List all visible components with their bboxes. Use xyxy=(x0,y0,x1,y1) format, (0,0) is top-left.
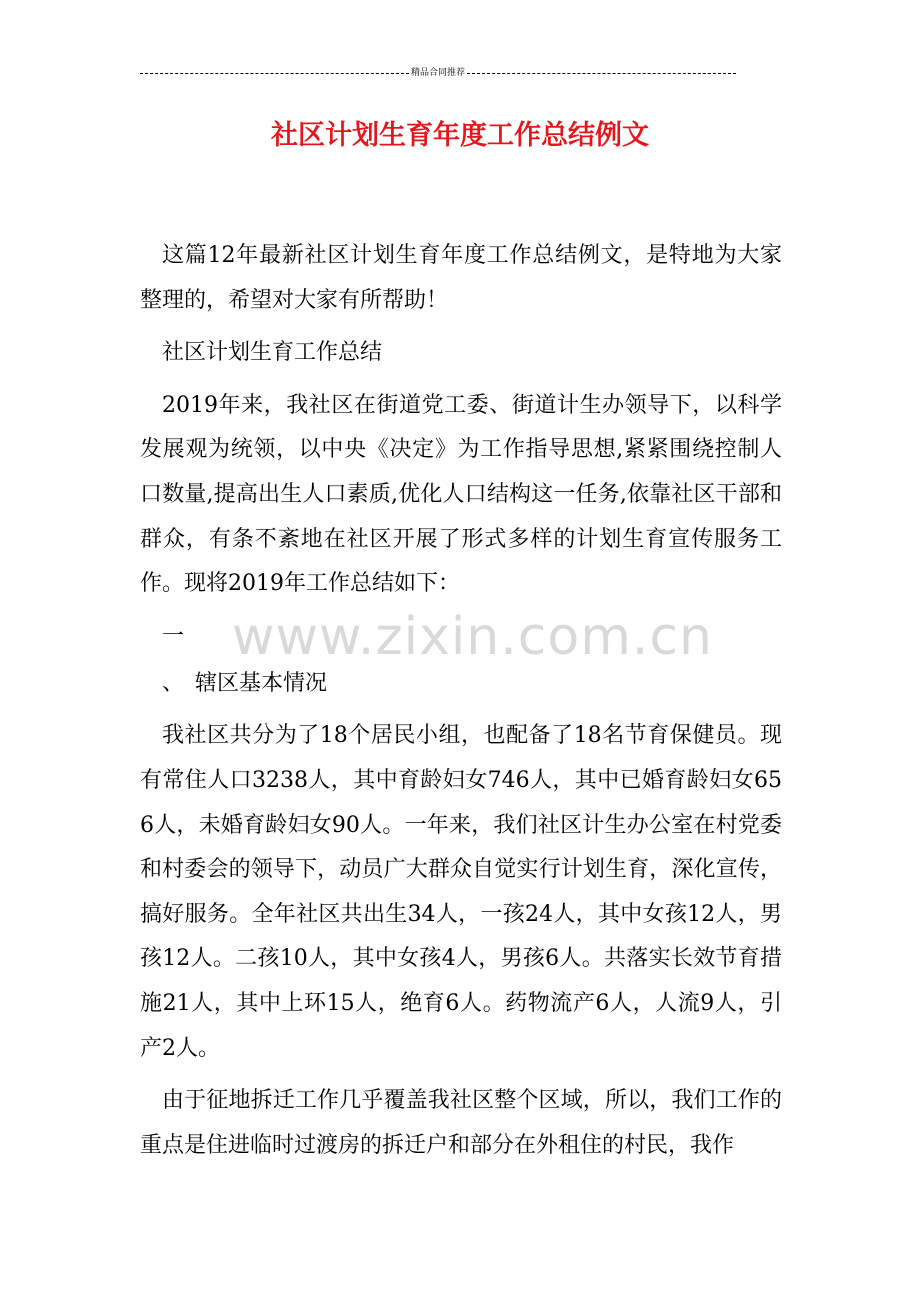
header-label: 精品合同推荐 xyxy=(411,68,466,78)
intro-paragraph: 这篇12年最新社区计划生育年度工作总结例文，是特地为大家整理的，希望对大家有所帮助！ xyxy=(140,243,782,313)
overview-paragraph: 2019年来，我社区在街道党工委、街道计生办领导下，以科学发展观为统领，以中央《决定》为工作指导思想,紧紧围绕控制人口数量,提高出生人口素质,优化人口结构这一任务,依靠社区干部和群众，有条不紊地在社区开展了形式多样的计划生育宣传服务工作。现将2019年工作总结如下： xyxy=(140,392,782,597)
page-header xyxy=(140,66,736,80)
work-focus-paragraph: 由于征地拆迁工作几乎覆盖我社区整个区域，所以，我们工作的重点是住进临时过渡房的拆迁户和部分在外租住的村民，我作 xyxy=(140,1088,782,1158)
document-title: 社区计划生育年度工作总结例文 xyxy=(271,120,649,151)
section-number: 一 xyxy=(162,623,185,649)
statistics-paragraph: 我社区共分为了18个居民小组，也配备了18名节育保健员。现有常住人口3238人，其中育龄妇女746人，其中已婚育龄妇女656人，未婚育龄妇女90人。一年来，我们社区计生办公室在村党委和村委会的领导下，动员广大群众自觉实行计划生育，深化宣传，搞好服务。全年社区共出生34人，一孩24人，其中女孩12人，男孩12人。二孩10人，其中女孩4人，男孩6人。共落实长效节育措施21人，其中上环15人，绝育6人。药物流产6人，人流9人，引产2人。 xyxy=(140,723,782,1061)
subsection-heading: 、 辖区基本情况 xyxy=(162,670,328,696)
section-heading: 社区计划生育工作总结 xyxy=(162,340,383,366)
watermark: www.zixin.com.cn xyxy=(232,607,713,667)
header-divider-right xyxy=(467,73,736,74)
document-body xyxy=(140,234,782,1168)
header-divider-left xyxy=(140,73,409,74)
